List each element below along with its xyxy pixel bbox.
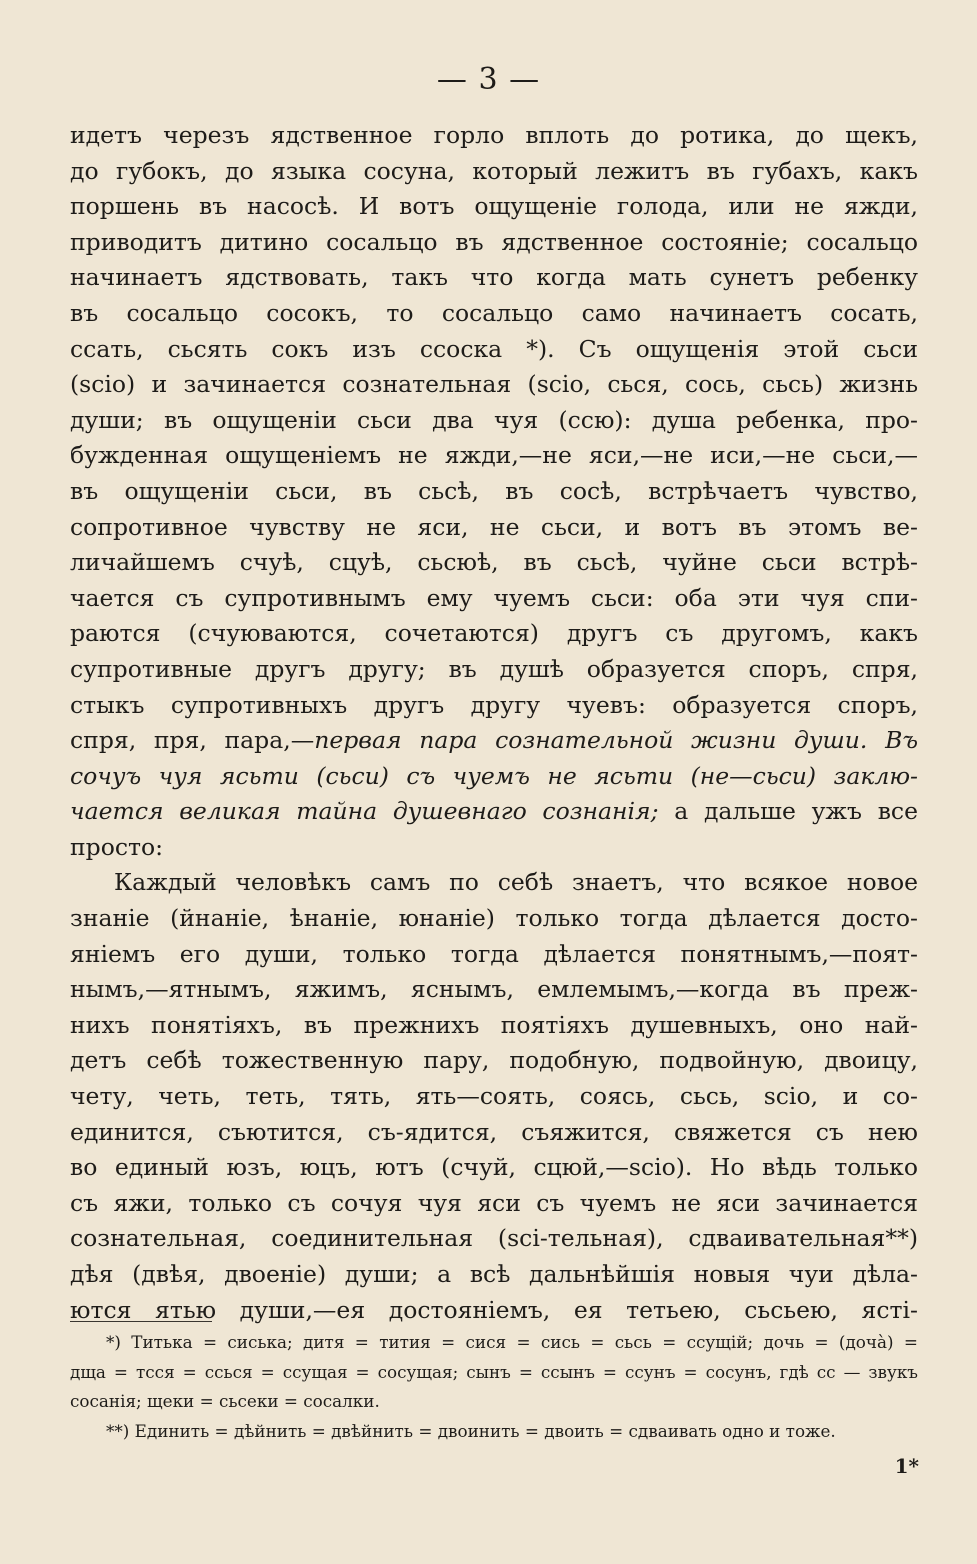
text-segment: сознательная, соединительная (sci-тельная), сдваивательная**) (70, 1224, 918, 1253)
text-line (70, 652, 918, 688)
text-line (70, 937, 918, 973)
text-segment: яніемъ его души, только тогда дѣлается понятнымъ,—поят- (70, 939, 918, 968)
text-line (70, 830, 918, 866)
text-segment: знаніе (йнаніе, ѣнаніе, юнаніе) только тогда дѣлается досто- (70, 904, 918, 933)
text-line (70, 474, 918, 510)
footnote-line: *) Титька = сиська; дитя = тития = сися = сись = сьсь = ссущій; дочь = (дочà) = (106, 1332, 918, 1352)
text-segment: въ сосальцо сосокъ, то сосальцо само начинаетъ сосать, (70, 298, 918, 327)
italic-text: чается великая тайна душевнаго сознанія; (70, 797, 659, 826)
footnote-line: дща = тсся = ссься = ссущая = сосущая; сынъ = ссынъ = ссунъ = сосунъ, гдѣ сс — звукъ (70, 1361, 918, 1382)
text-segment: во единый юзъ, юцъ, ютъ (счуй, сцюй,—scio). Но вѣдь только (70, 1153, 918, 1182)
text-segment: бужденная ощущеніемъ не яжди,—не яси,—не иси,—не сьси,— (70, 441, 918, 470)
italic-text: первая пара сознательной жизни души. Въ (314, 726, 918, 755)
text-line (70, 688, 918, 724)
text-line (70, 545, 918, 581)
text-segment: приводитъ дитино сосальцо въ ядственное состояніе; сосальцо (70, 227, 918, 256)
text-line (70, 1008, 918, 1044)
body-text (70, 118, 918, 1328)
text-line (70, 296, 918, 332)
text-segment: детъ себѣ тожественную пару, подобную, подвойную, двоицу, (70, 1046, 918, 1075)
footnote-line: сосанія; щеки = сьсеки = сосалки. (70, 1391, 380, 1411)
text-segment: съ яжи, только съ сочуя чуя яси съ чуемъ не яси зачинается (70, 1188, 918, 1217)
text-segment: ются ятью души,—ея достояніемъ, ея тетьею, сьсьею, ясті- (70, 1295, 918, 1324)
footnote-line: **) Единить = дѣйнить = двѣйнить = двоинить = двоить = сдваивать одно и тоже. (106, 1420, 836, 1441)
text-segment: сопротивное чувству не яси, не сьси, и вотъ въ этомъ ве- (70, 512, 918, 541)
text-line (70, 1257, 918, 1293)
text-segment: Каждый человѣкъ самъ по себѣ знаетъ, что всякое новое (114, 868, 918, 897)
text-line (70, 901, 918, 937)
text-segment: спря, пря, пара,— (70, 726, 315, 755)
text-line (70, 723, 918, 759)
text-segment: раются (счуюваются, сочетаются) другъ съ другомъ, какъ (70, 619, 918, 648)
text-segment: поршень въ насосѣ. И вотъ ощущеніе голода, или не яжди, (70, 192, 918, 221)
text-segment: (scio) и зачинается сознательная (scio, сься, сось, сьсь) жизнь (70, 370, 918, 399)
page-number: — 3 — (436, 62, 541, 97)
text-line (70, 154, 918, 190)
text-line (70, 438, 918, 474)
text-line (70, 403, 918, 439)
text-segment: въ ощущеніи сьси, въ сьсѣ, въ сосѣ, встрѣчаетъ чувство, (70, 476, 918, 505)
text-segment: супротивные другъ другу; въ душѣ образуется споръ, спря, (70, 654, 918, 683)
text-segment: стыкъ супротивныхъ другъ другу чуевъ: образуется споръ, (70, 690, 918, 719)
text-segment: начинаетъ ядствовать, такъ что когда мать сунетъ ребенку (70, 263, 918, 292)
text-line (70, 260, 918, 296)
footnote-rule (70, 1321, 212, 1322)
text-segment: души; въ ощущеніи сьси два чуя (ссю): душа ребенка, про- (70, 405, 918, 434)
text-line (70, 759, 918, 795)
text-line (70, 616, 918, 652)
text-line (70, 1221, 918, 1257)
text-line (70, 1115, 918, 1151)
italic-text: сочуъ чуя ясьти (сьси) съ чуемъ не ясьти (не—сьси) заклю- (70, 761, 918, 790)
text-segment: до губокъ, до языка сосуна, который лежитъ въ губахъ, какъ (70, 156, 918, 185)
text-segment: просто: (70, 832, 164, 861)
text-segment: чету, четь, теть, тять, ять—соять, соясь, сьсь, scio, и со- (70, 1082, 918, 1111)
text-segment: единится, съютится, съ-ядится, съяжится, свяжется съ нею (70, 1117, 918, 1146)
text-segment: нымъ,—ятнымъ, яжимъ, яснымъ, емлемымъ,—когда въ преж- (70, 975, 918, 1004)
signature-mark: 1* (894, 1454, 919, 1478)
text-line (70, 1150, 918, 1186)
text-line (70, 972, 918, 1008)
text-line (70, 1043, 918, 1079)
footnotes (70, 1328, 918, 1446)
text-segment: нихъ понятіяхъ, въ прежнихъ поятіяхъ душевныхъ, оно най- (70, 1010, 918, 1039)
text-line (70, 510, 918, 546)
text-line (70, 189, 918, 225)
text-segment: дѣя (двѣя, двоеніе) души; а всѣ дальнѣйшія новыя чуи дѣла- (70, 1260, 918, 1288)
text-line (70, 367, 918, 403)
text-segment: чается съ супротивнымъ ему чуемъ сьси: оба эти чуя спи- (70, 583, 918, 612)
text-line (70, 865, 918, 901)
text-line (70, 581, 918, 617)
text-line (70, 118, 918, 154)
text-segment: ссать, сьсять сокъ изъ ссоска *). Съ ощущенія этой сьси (70, 334, 918, 363)
text-line (70, 794, 918, 830)
text-line (70, 225, 918, 261)
text-segment: личайшемъ счуѣ, сцуѣ, сьсюѣ, въ сьсѣ, чуйне сьси встрѣ- (70, 548, 918, 577)
text-line (70, 1079, 918, 1115)
text-segment: идетъ черезъ ядственное горло вплоть до ротика, до щекъ, (70, 121, 918, 149)
text-segment: а дальше ужъ все (658, 797, 918, 826)
text-line (70, 1186, 918, 1222)
text-line (70, 332, 918, 368)
text-line (70, 1293, 918, 1329)
